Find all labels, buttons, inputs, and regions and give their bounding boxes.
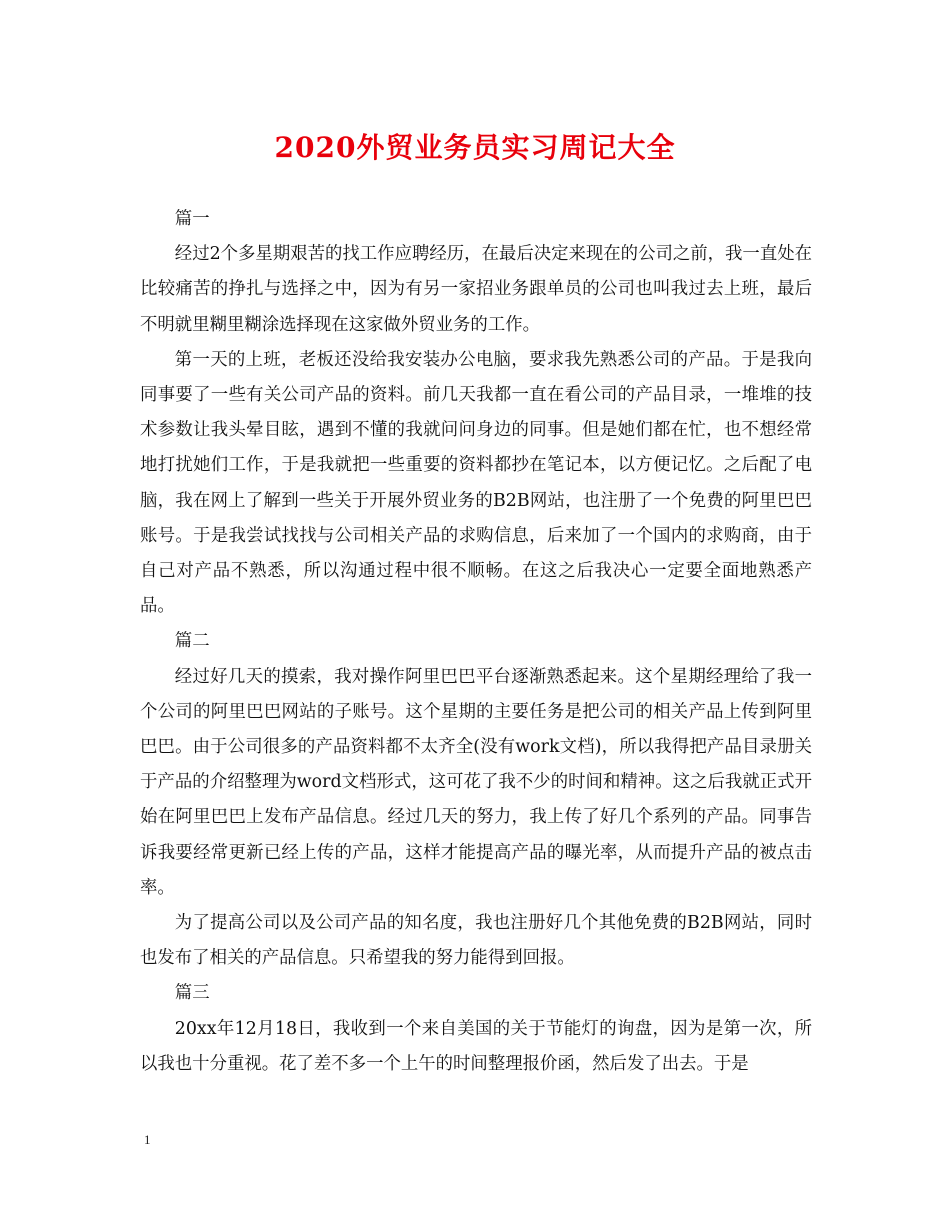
- paragraph: 为了提高公司以及公司产品的知名度，我也注册好几个其他免费的B2B网站，同时也发布了相关的产品信息。只希望我的努力能得到回报。: [140, 913, 812, 969]
- paragraph: 经过2个多星期艰苦的找工作应聘经历，在最后决定来现在的公司之前，我一直处在比较痛苦的挣扎与选择之中，因为有另一家招业务跟单员的公司也叫我过去上班，最后不明就里糊里糊涂选择现在这家做外贸业务的工作。: [140, 244, 812, 335]
- document-title: 2020外贸业务员实习周记大全: [274, 131, 676, 164]
- page-number: 1: [144, 1132, 151, 1147]
- paragraph: 第一天的上班，老板还没给我安装办公电脑，要求我先熟悉公司的产品。于是我向同事要了一些有关公司产品的资料。前几天我都一直在看公司的产品目录，一堆堆的技术参数让我头晕目眩，遇到不懂的我就问问身边的同事。但是她们都在忙，也不想经常地打扰她们工作，于是我就把一些重要的资料都抄在笔记本，以方便记忆。之后配了电脑，我在网上了解到一些关于开展外贸业务的B2B网站，也注册了一个免费的阿里巴巴账号。于是我尝试找找与公司相关产品的求购信息，后来加了一个国内的求购商，由于自己对产品不熟悉，所以沟通过程中很不顺畅。在这之后我决心一定要全面地熟悉产品。: [140, 349, 812, 617]
- document-body: [140, 202, 812, 1082]
- section-heading-1: 篇一: [174, 209, 210, 229]
- section-heading-3: 篇三: [174, 983, 210, 1004]
- section-heading-2: 篇二: [174, 631, 210, 652]
- paragraph: 20xx年12月18日，我收到一个来自美国的关于节能灯的询盘，因为是第一次，所以我也十分重视。花了差不多一个上午的时间整理报价函，然后发了出去。于是: [140, 1018, 812, 1074]
- paragraph: 经过好几天的摸索，我对操作阿里巴巴平台逐渐熟悉起来。这个星期经理给了我一个公司的阿里巴巴网站的子账号。这个星期的主要任务是把公司的相关产品上传到阿里巴巴。由于公司很多的产品资料都不太齐全(没有work文档)，所以我得把产品目录册关于产品的介绍整理为word文档形式，这可花了我不少的时间和精神。这之后我就正式开始在阿里巴巴上发布产品信息。经过几天的努力，我上传了好几个系列的产品。同事告诉我要经常更新已经上传的产品，这样才能提高产品的曝光率，从而提升产品的被点击率。: [140, 666, 812, 898]
